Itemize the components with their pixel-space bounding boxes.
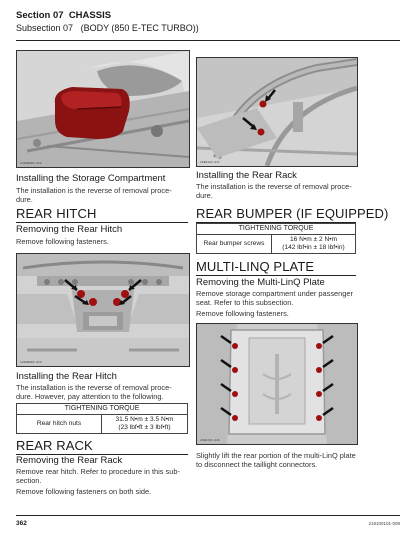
- page-header: [16, 10, 400, 34]
- rear-hitch-figure: [16, 253, 190, 367]
- rear-hitch-illustration: [17, 254, 189, 366]
- installing-rack-title: Installing the Rear Rack: [196, 170, 297, 181]
- storage-compartment-figure: [16, 50, 190, 168]
- multilinq-plate-figure: [196, 323, 358, 445]
- figure-id: 21B0203-017: [200, 161, 220, 164]
- rear-bumper-heading: REAR BUMPER (IF EQUIPPED): [196, 206, 389, 221]
- section-line: Section 07 CHASSIS: [16, 10, 112, 21]
- removing-hitch-title: Removing the Rear Hitch: [16, 224, 123, 235]
- removing-plate-title: Removing the Multi-LinQ Plate: [196, 277, 325, 288]
- hitch-torque-table: [16, 403, 188, 434]
- installing-rack-text: The installation is the reverse of removal proce- dure.: [196, 182, 352, 200]
- torque-item: Rear hitch nuts: [17, 415, 102, 434]
- header-rule: [16, 40, 400, 41]
- removing-rack-text: Remove rear hitch. Refer to procedure in this sub- section. Remove following fasteners on both side.: [16, 467, 180, 496]
- subsection-line: Subsection 07 (BODY (850 E-TEC TURBO)): [16, 23, 199, 33]
- figure-id: 1095BEDS-010: [20, 162, 42, 165]
- document-code: 219100101-009: [368, 521, 400, 526]
- torque-value: 16 N•m ± 2 N•m (142 lbf•in ± 18 lbf•in): [272, 235, 356, 254]
- rear-rack-heading: REAR RACK: [16, 438, 93, 453]
- section-name: CHASSIS: [68, 10, 112, 21]
- page-number: 362: [16, 520, 27, 527]
- lift-plate-text: Slightly lift the rear portion of the multi-LinQ plate to disconnect the taillight connectors.: [196, 451, 356, 469]
- storage-compartment-illustration: [17, 51, 189, 167]
- figure-id: 21B0203-026: [200, 439, 220, 442]
- heading-rule: [196, 275, 356, 276]
- torque-item: Rear bumper screws: [197, 235, 272, 254]
- installing-hitch-text: The installation is the reverse of removal proce- dure. However, pay attention to the following.: [16, 383, 172, 401]
- torque-value: 31.5 N•m ± 3.5 N•m (23 lbf•ft ± 3 lbf•ft): [102, 415, 188, 434]
- removing-hitch-text: Remove following fasteners.: [16, 237, 109, 246]
- rear-rack-illustration: [197, 58, 357, 166]
- installing-storage-title: Installing the Storage Compartment: [16, 173, 166, 184]
- multilinq-heading: MULTI-LINQ PLATE: [196, 259, 315, 274]
- bumper-torque-table: [196, 223, 356, 254]
- rear-rack-figure: [196, 57, 358, 167]
- installing-hitch-title: Installing the Rear Hitch: [16, 371, 117, 382]
- figure-id: 1095BEDS-010: [20, 361, 42, 364]
- subsection-name: (BODY (850 E-TEC TURBO)): [80, 23, 199, 33]
- footer-rule: [16, 515, 400, 516]
- removing-plate-text: Remove storage compartment under passenger seat. Refer to this subsection. Remove following fasteners.: [196, 289, 353, 318]
- installing-storage-text: The installation is the reverse of removal proce- dure.: [16, 186, 172, 204]
- multilinq-plate-illustration: [197, 324, 357, 444]
- torque-table-header: TIGHTENING TORQUE: [197, 224, 356, 235]
- rear-hitch-heading: REAR HITCH: [16, 206, 97, 221]
- torque-table-header: TIGHTENING TORQUE: [17, 404, 188, 415]
- removing-rack-title: Removing the Rear Rack: [16, 455, 123, 466]
- heading-rule: [16, 222, 188, 223]
